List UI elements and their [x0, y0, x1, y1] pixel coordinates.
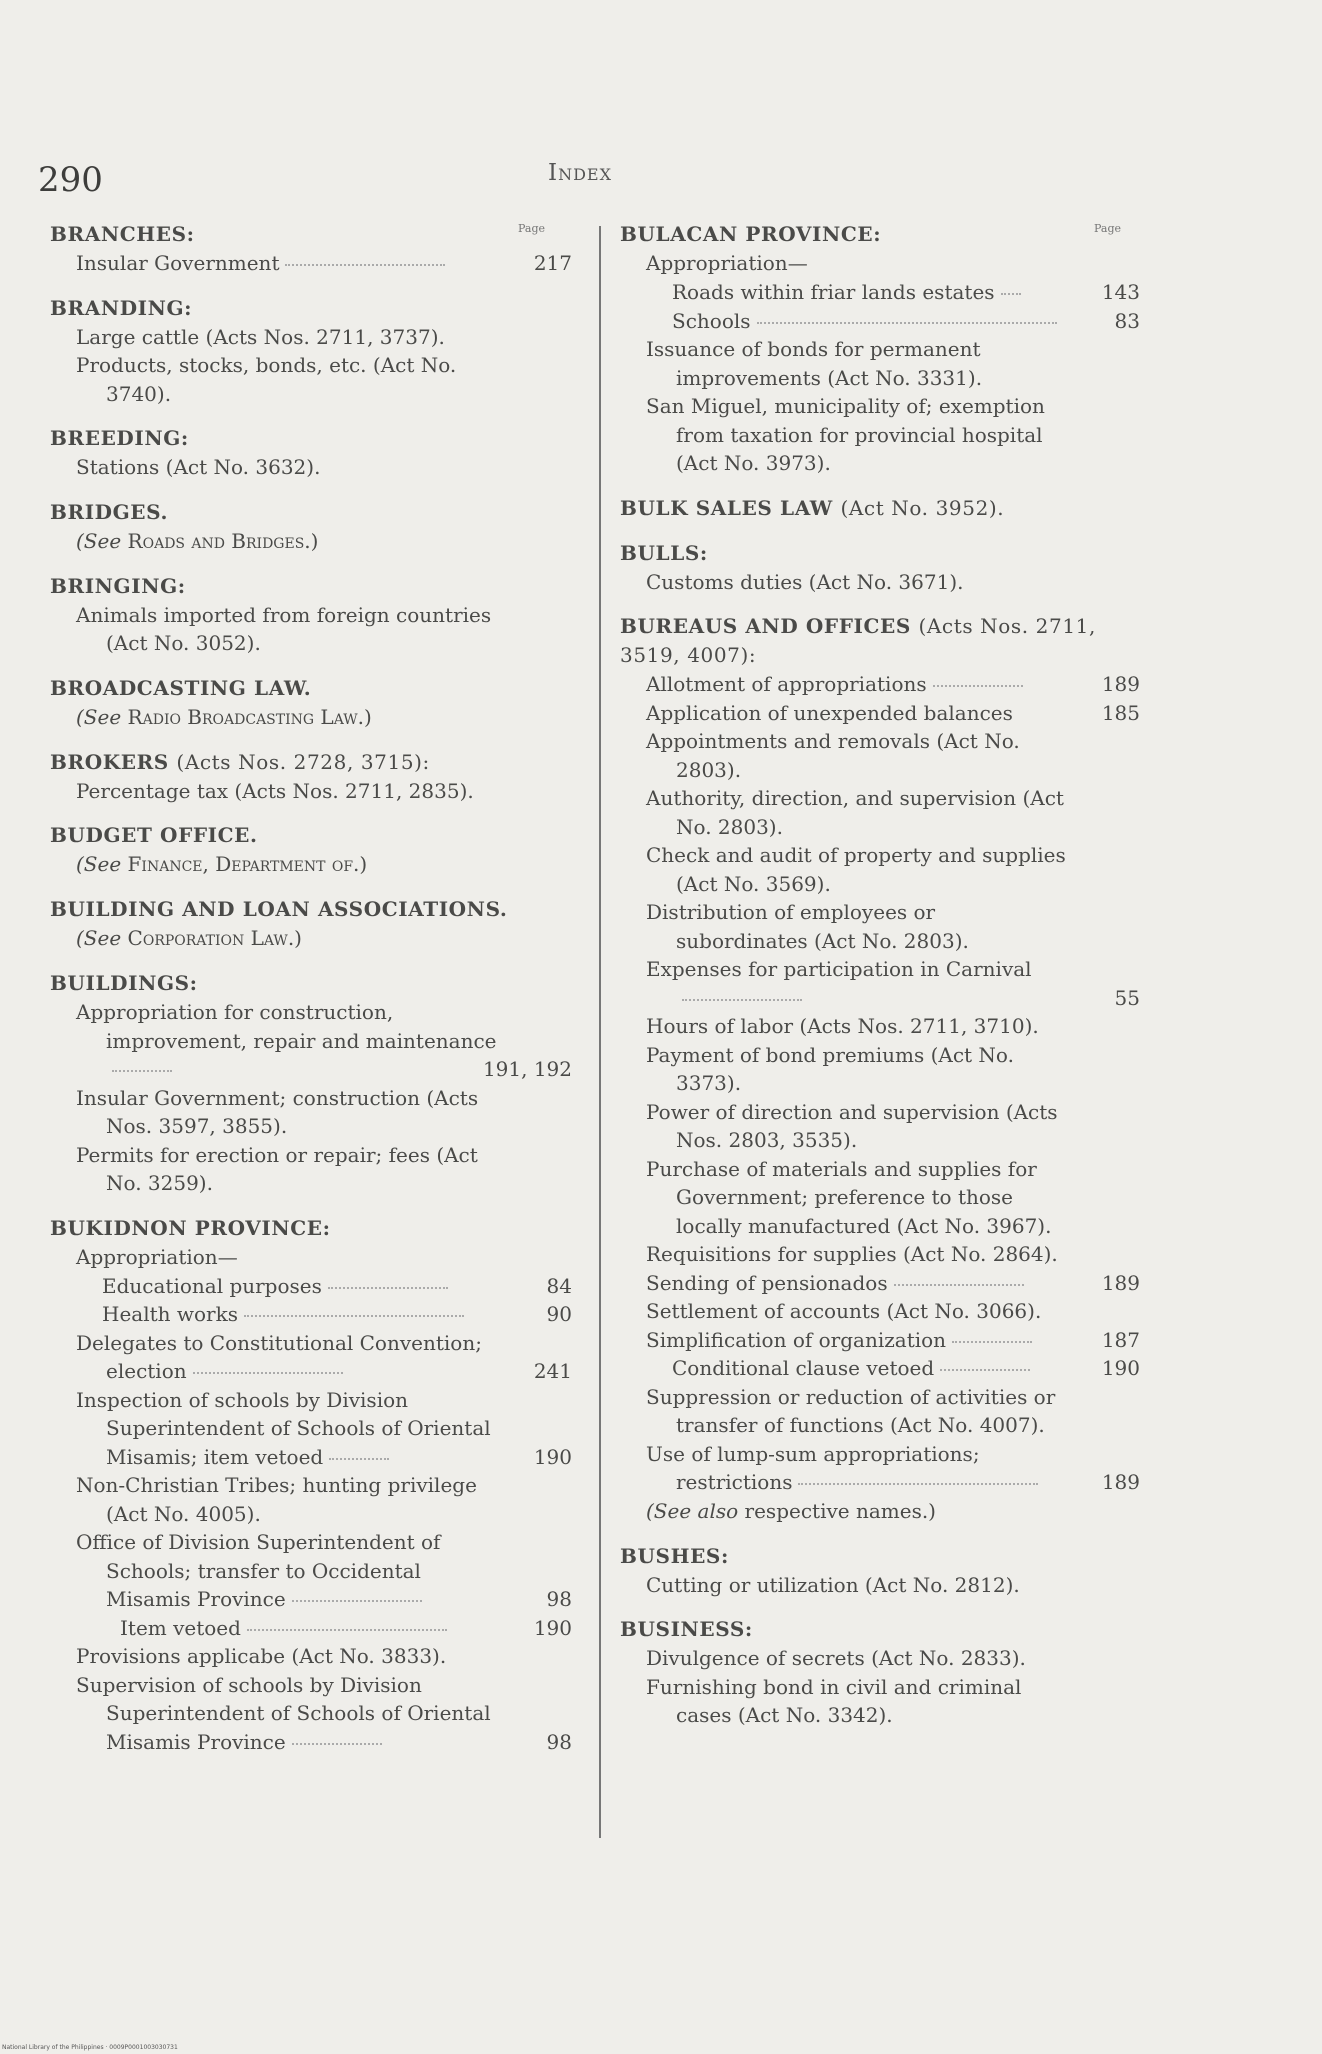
entry-item — [50, 249, 572, 278]
heading-term: BROKERS — [50, 749, 169, 774]
index-entry-bridges — [50, 498, 572, 556]
entry-item: Divulgence of secrets (Act No. 2833). — [646, 1646, 1026, 1670]
page-ref: 191, 192 — [482, 1057, 572, 1081]
see-prefix: (See also — [646, 1498, 739, 1523]
page-column-label-left: Page — [518, 222, 546, 235]
entry-item — [50, 998, 572, 1084]
heading-acts: (Acts Nos. 2711, 3519, 4007): — [620, 614, 1096, 667]
entry-item — [620, 670, 1140, 699]
item-text: Item vetoed — [120, 1615, 241, 1640]
entry-item: Customs duties (Act No. 3671). — [646, 569, 964, 594]
entry-item — [50, 1329, 572, 1386]
entry-item: Percentage tax (Acts Nos. 2711, 2835). — [76, 778, 474, 803]
entry-heading: BUKIDNON PROVINCE: — [50, 1215, 331, 1240]
entry-heading: BROADCASTING LAW. — [50, 675, 312, 700]
page-ref: 55 — [1114, 985, 1140, 1010]
index-entry-bukidnon — [50, 1214, 572, 1757]
item-text: Delegates to Constitutional Convention; election — [76, 1330, 482, 1383]
item-text: Use of lump-sum appropriations; restrictions — [646, 1441, 980, 1494]
item-text: Application of unexpended balances — [646, 700, 1013, 725]
page-ref: 189 — [1101, 1270, 1140, 1295]
item-text: Insular Government — [76, 251, 280, 275]
index-entry-brokers — [50, 748, 572, 806]
entry-item: San Miguel, municipality of; exemption from taxation for provincial hospital (Act No. 3973). — [646, 394, 1045, 475]
entry-item — [50, 1614, 572, 1643]
entry-item: Payment of bond premiums (Act No. 3373). — [646, 1042, 1014, 1095]
entry-item — [50, 1386, 572, 1472]
entry-item: Hours of labor (Acts Nos. 2711, 3710). — [646, 1014, 1039, 1038]
entry-heading: BUSHES: — [620, 1543, 729, 1568]
index-entry-branches — [50, 220, 572, 278]
item-text: Appropriation for construction, improvement, repair and maintenance — [76, 1000, 497, 1053]
entry-item: Animals imported from foreign countries (Act No. 3052). — [76, 602, 492, 655]
see-target: Corporation Law.) — [127, 926, 302, 950]
page-ref: 84 — [546, 1273, 572, 1298]
scan-footer: National Library of the Philippines · 0009P0001003030731 — [2, 2044, 178, 2051]
entry-item: Suppression or reduction of activities or transfer of functions (Act No. 4007). — [646, 1384, 1056, 1437]
index-entry-breeding — [50, 424, 572, 482]
entry-item: Requisitions for supplies (Act No. 2864). — [646, 1242, 1058, 1266]
entry-item: Stations (Act No. 3632). — [76, 455, 321, 479]
page-ref: 189 — [1101, 1470, 1140, 1494]
subheading: Appropriation— — [76, 1244, 238, 1269]
entry-heading: BRANCHES: — [50, 222, 195, 246]
entry-heading: BUILDING AND LOAN ASSOCIATIONS. — [50, 897, 508, 921]
page-ref: 90 — [546, 1302, 572, 1326]
entry-item: Issuance of bonds for permanent improvements (Act No. 3331). — [646, 337, 983, 390]
item-text: Schools — [672, 308, 751, 333]
see-reference — [620, 1497, 1140, 1526]
entry-heading: BRINGING: — [50, 573, 186, 598]
see-target: Radio Broadcasting Law.) — [127, 704, 372, 729]
heading-term: BULK SALES LAW — [620, 495, 833, 520]
page-ref: 83 — [1114, 308, 1140, 333]
item-text: Educational purposes — [102, 1273, 322, 1298]
subheading: Appropriation— — [646, 251, 808, 275]
entry-item: Non-Christian Tribes; hunting privilege (Act No. 4005). — [76, 1473, 477, 1526]
index-entry-bulacan — [620, 220, 1140, 478]
item-text: Roads within friar lands estates — [672, 280, 995, 304]
item-text: Allotment of appropriations — [646, 672, 927, 696]
entry-heading: BUILDINGS: — [50, 971, 198, 995]
index-entry-bushes — [620, 1542, 1140, 1600]
page-ref: 190 — [533, 1444, 572, 1469]
item-text: Inspection of schools by Division Superintendent of Schools of Oriental Misamis; item vetoed — [76, 1387, 491, 1469]
entry-item — [50, 1300, 572, 1329]
entry-heading: BUDGET OFFICE. — [50, 823, 258, 847]
entry-item: Furnishing bond in civil and criminal cases (Act No. 3342). — [646, 1674, 1022, 1727]
entry-heading: BULACAN PROVINCE: — [620, 222, 882, 246]
entry-item: Distribution of employees or subordinates (Act No. 2803). — [646, 900, 969, 953]
entry-heading — [620, 494, 1140, 523]
entry-item — [620, 955, 1140, 1012]
index-entry-bureaus — [620, 612, 1140, 1526]
index-entry-business — [620, 1615, 1140, 1730]
entry-item — [620, 278, 1140, 307]
page-ref: 143 — [1101, 280, 1140, 304]
page-ref: 187 — [1101, 1327, 1140, 1352]
entry-item — [50, 1671, 572, 1757]
entry-item: Purchase of materials and supplies for Government; preference to those locally manufactured (Act No. 3967). — [646, 1156, 1052, 1238]
index-entry-bulls — [620, 539, 1140, 597]
see-reference — [50, 924, 572, 953]
entry-heading: BULLS: — [620, 540, 708, 565]
heading-term: BUREAUS AND OFFICES — [620, 614, 911, 638]
entry-item: Cutting or utilization (Act No. 2812). — [646, 1572, 1020, 1597]
see-prefix: (See — [76, 852, 122, 876]
index-entry-bulk-sales — [620, 494, 1140, 523]
page-ref: 185 — [1101, 700, 1140, 725]
entry-heading: BREEDING: — [50, 426, 189, 450]
entry-heading: BRANDING: — [50, 295, 193, 320]
entry-heading: BRIDGES. — [50, 499, 169, 524]
see-target: Roads and Bridges.) — [127, 528, 319, 553]
entry-item: Appointments and removals (Act No. 2803). — [646, 729, 1020, 782]
entry-item — [620, 699, 1140, 728]
entry-item — [50, 1272, 572, 1301]
column-divider — [599, 226, 601, 1838]
entry-heading — [620, 612, 1140, 670]
entry-item — [620, 1440, 1140, 1497]
entry-item: Products, stocks, bonds, etc. (Act No. 3740). — [76, 353, 457, 406]
entry-item — [620, 1269, 1140, 1298]
running-title: Index — [548, 160, 612, 186]
entry-item: Check and audit of property and supplies (Act No. 3569). — [646, 843, 1066, 896]
item-text: Office of Division Superintendent of Schools; transfer to Occidental Misamis Province — [76, 1530, 441, 1611]
page-ref: 189 — [1101, 672, 1140, 696]
entry-item: Authority, direction, and supervision (Act No. 2803). — [646, 786, 1064, 839]
left-column — [50, 220, 572, 1772]
index-entry-building-loan — [50, 895, 572, 953]
entry-item: Large cattle (Acts Nos. 2711, 3737). — [76, 324, 445, 349]
page-number: 290 — [38, 160, 103, 200]
see-target: respective names.) — [744, 1498, 936, 1523]
page-ref: 98 — [546, 1729, 572, 1754]
see-reference — [50, 703, 572, 732]
item-text: Simplification of organization — [646, 1327, 947, 1352]
page-column-label-right: Page — [1094, 222, 1122, 235]
index-entry-budget-office — [50, 821, 572, 879]
entry-heading: BUSINESS: — [620, 1617, 753, 1641]
entry-item — [620, 1326, 1140, 1355]
index-entry-buildings — [50, 969, 572, 1198]
entry-item — [620, 307, 1140, 336]
right-column — [620, 220, 1140, 1746]
entry-item: Power of direction and supervision (Acts Nos. 2803, 3535). — [646, 1099, 1058, 1152]
entry-item: Insular Government; construction (Acts Nos. 3597, 3855). — [76, 1085, 479, 1138]
item-text: Expenses for participation in Carnival — [646, 957, 1032, 981]
entry-item — [50, 1528, 572, 1614]
see-prefix: (See — [76, 528, 122, 553]
page-ref: 190 — [1101, 1356, 1140, 1380]
see-reference — [50, 527, 572, 556]
page-ref: 98 — [546, 1587, 572, 1611]
item-text: Conditional clause vetoed — [672, 1356, 935, 1380]
entry-item — [620, 1354, 1140, 1383]
index-entry-bringing — [50, 572, 572, 658]
page-ref: 217 — [533, 251, 572, 275]
heading-acts: (Act No. 3952). — [840, 495, 1005, 520]
see-prefix: (See — [76, 704, 122, 729]
entry-item: Permits for erection or repair; fees (Act No. 3259). — [76, 1142, 478, 1195]
item-text: Health works — [102, 1302, 238, 1326]
see-target: Finance, Department of.) — [127, 852, 368, 876]
page-ref: 190 — [533, 1615, 572, 1640]
heading-acts: (Acts Nos. 2728, 3715): — [176, 749, 430, 774]
see-reference — [50, 850, 572, 879]
entry-item: Settlement of accounts (Act No. 3066). — [646, 1299, 1042, 1323]
item-text: Sending of pensionados — [646, 1270, 888, 1295]
item-text: Supervision of schools by Division Superintendent of Schools of Oriental Misamis Province — [76, 1672, 491, 1754]
entry-item: Provisions applicabe (Act No. 3833). — [76, 1644, 447, 1668]
entry-heading — [50, 748, 572, 777]
index-entry-branding — [50, 294, 572, 409]
index-entry-broadcasting — [50, 674, 572, 732]
see-prefix: (See — [76, 926, 122, 950]
page-ref: 241 — [533, 1359, 572, 1383]
